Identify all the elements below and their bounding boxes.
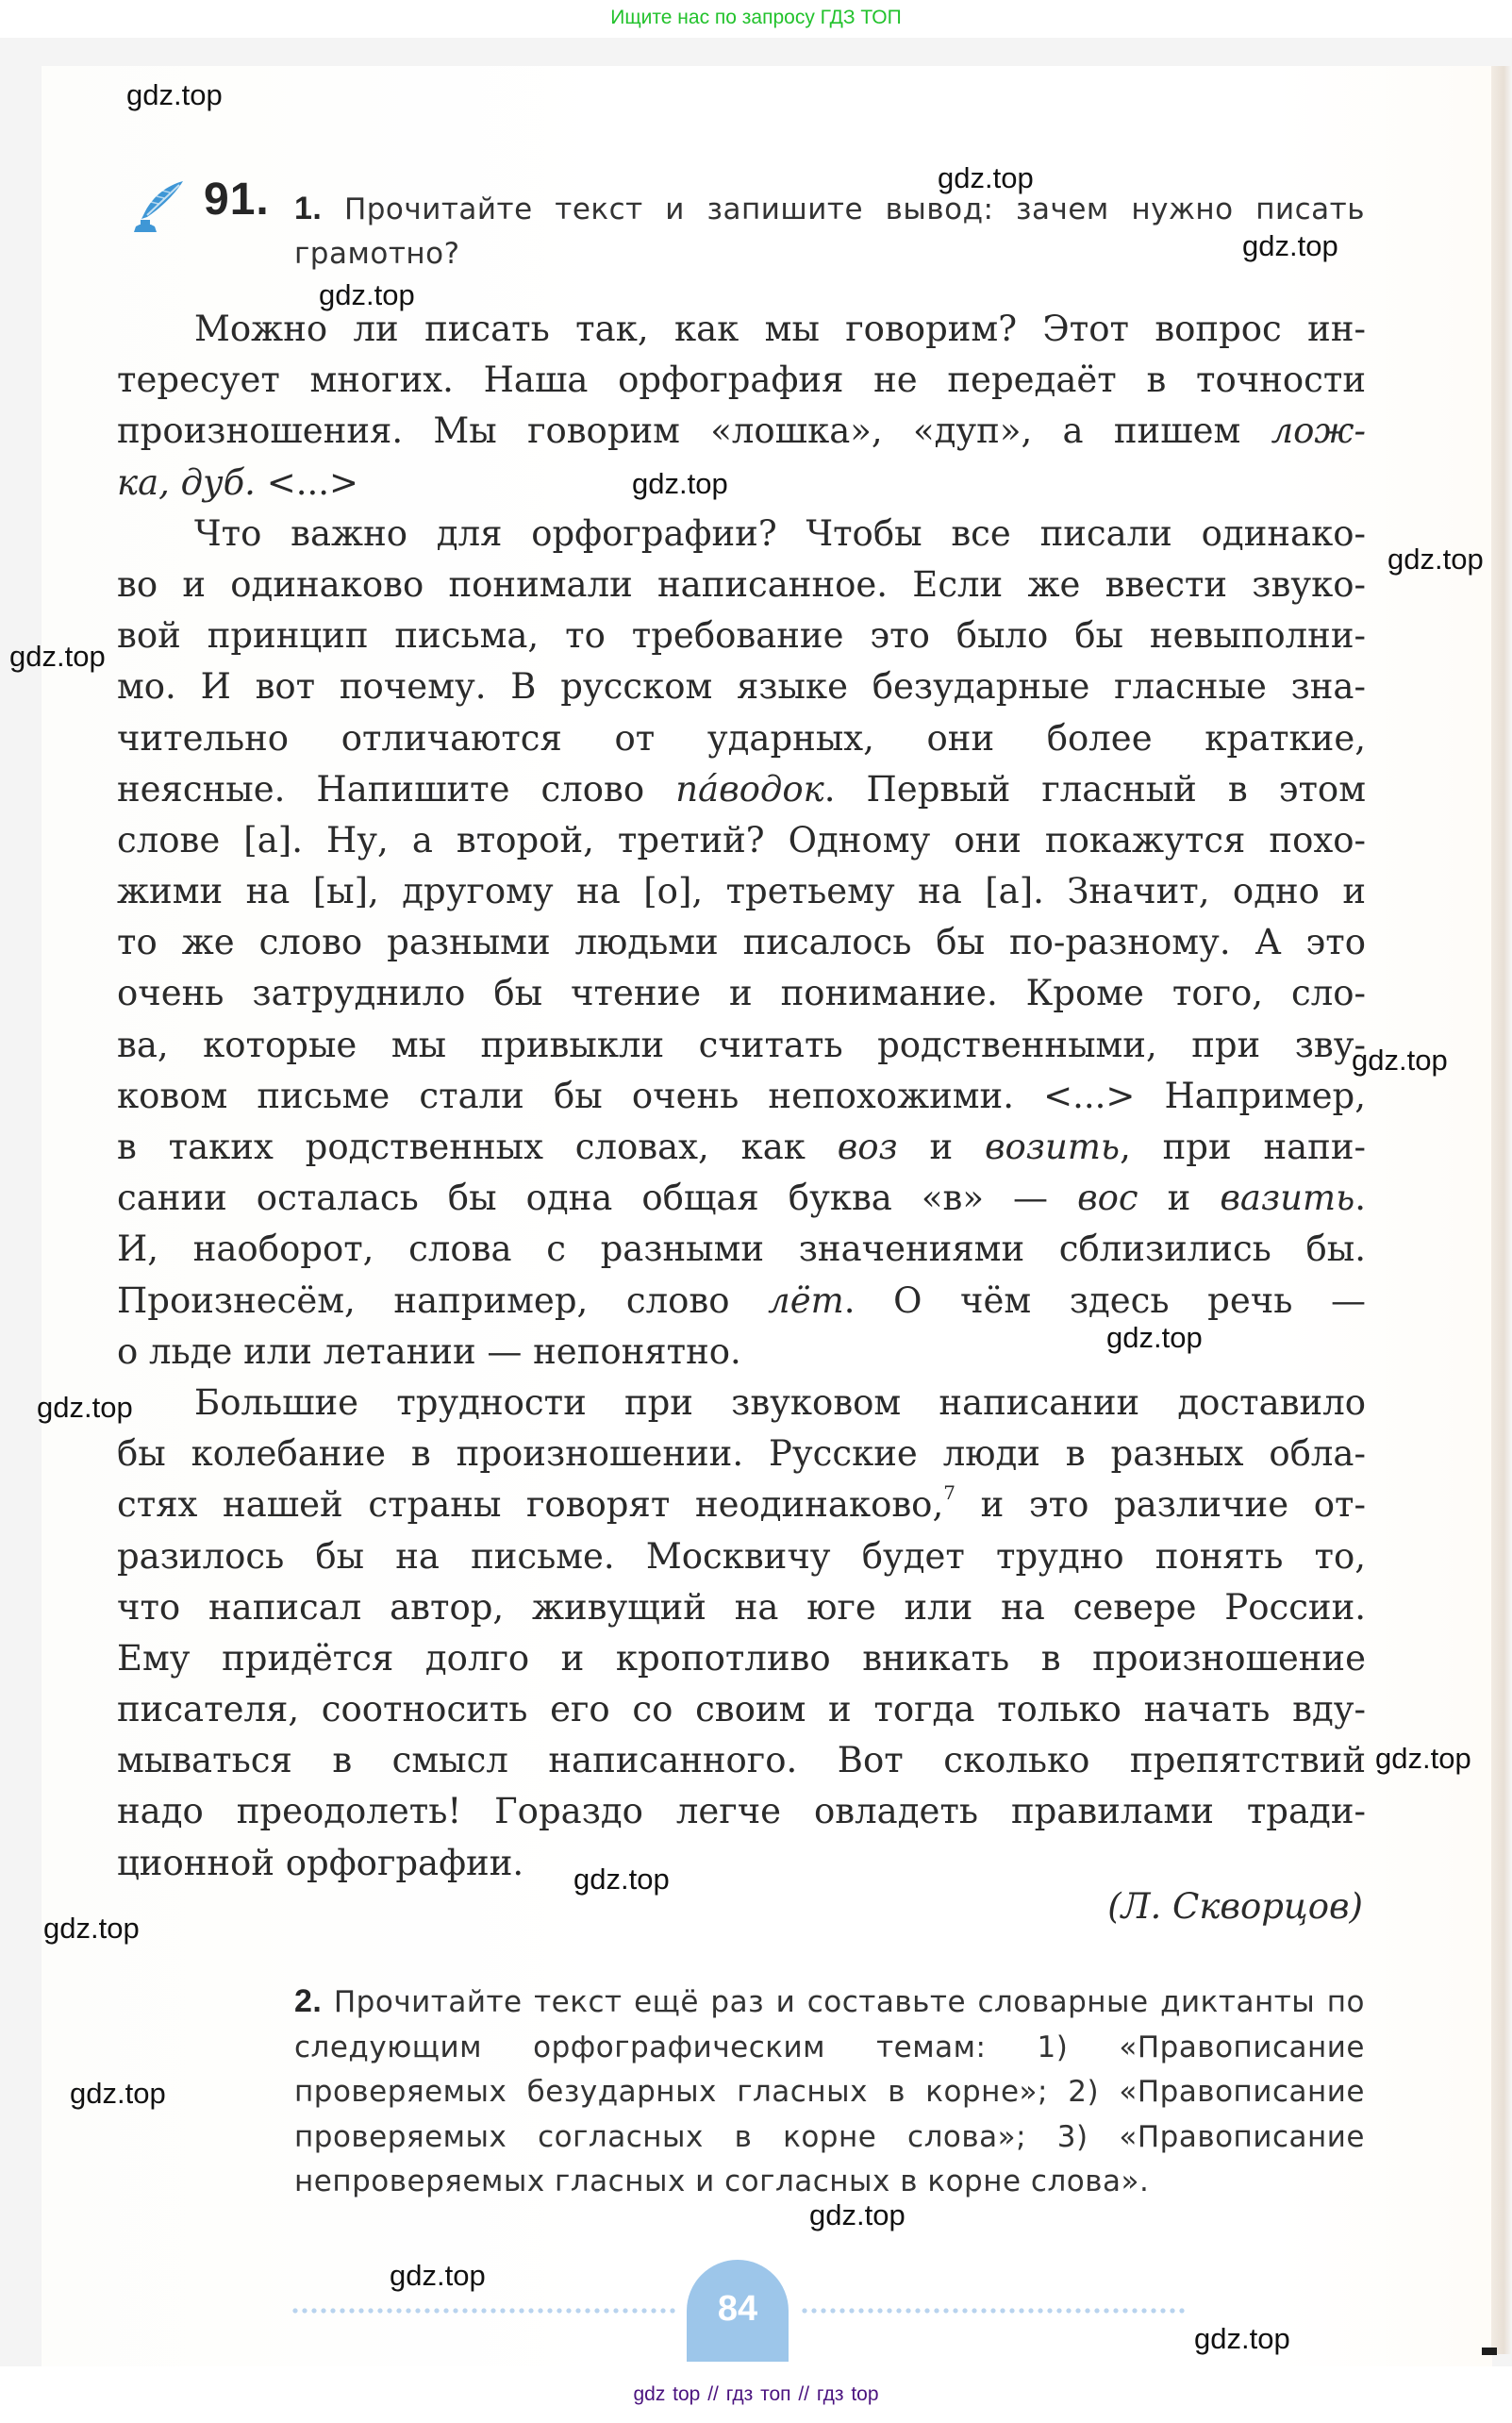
top-banner: Ищите нас по запросу ГДЗ ТОП	[0, 0, 1512, 36]
bottom-banner: gdz top // гдз топ // гдз top	[0, 2366, 1512, 2418]
footnote-marker: 7	[943, 1481, 955, 1505]
watermark-text: gdz.top	[632, 467, 728, 500]
text-line: очень затруднило бы чтение и понимание. Кроме того, сло-	[117, 973, 1366, 1014]
text-line: ка, дуб. <...>	[117, 461, 358, 503]
task-1-instruction	[294, 187, 1365, 276]
text-line: разилось бы на письме. Москвичу будет трудно понять то,	[117, 1535, 1366, 1577]
text-line: мываться в смысл написанного. Вот сколько препятствий	[117, 1740, 1366, 1781]
watermark-text: gdz.top	[390, 2259, 486, 2292]
text-line: в таких родственных словах, как воз и возить, при напи-	[117, 1127, 1366, 1167]
text-line: ционной орфографии.	[117, 1842, 524, 1883]
text-line: ковом письме стали бы очень непохожими. <...> Например,	[117, 1075, 1366, 1116]
dotted-rule-right	[800, 2307, 1187, 2314]
text-line: стях нашей страны говорят неодинаково,$^7$ и это различие от-	[117, 1481, 1366, 1526]
text-line: Большие трудности при звуковом написании доставило	[194, 1381, 1366, 1423]
task-2-number: 2.	[294, 1983, 323, 2019]
watermark-text: gdz.top	[1375, 1742, 1471, 1775]
watermark-text: gdz.top	[1106, 1321, 1203, 1354]
text-line: то же слово разными людьми писалось бы по-разному. А это	[117, 922, 1366, 963]
text-line: что написал автор, живущий на юге или на севере России.	[117, 1586, 1366, 1628]
watermark-text: gdz.top	[9, 640, 106, 673]
exercise-number: 91.	[204, 175, 270, 225]
text-line: И, наоборот, слова с разными значениями сблизились бы.	[117, 1228, 1366, 1270]
task-1-number: 1.	[294, 191, 323, 226]
watermark-text: gdz.top	[1242, 229, 1338, 262]
text-line: вой принцип письма, то требование это было бы невыполни-	[117, 615, 1366, 657]
text-line: тересует многих. Наша орфография не передаёт в точности	[117, 359, 1366, 401]
text-line: чительно отличаются от ударных, они более краткие,	[117, 717, 1366, 759]
watermark-text: gdz.top	[43, 1912, 140, 1945]
watermark-text: gdz.top	[1194, 2322, 1290, 2355]
page-number-badge: 84	[687, 2260, 789, 2362]
text-line: писателя, соотносить его со своим и тогда только начать вду-	[117, 1689, 1366, 1730]
watermark-text: gdz.top	[70, 2077, 166, 2110]
text-line: ва, которые мы привыкли считать родственными, при зву-	[117, 1024, 1366, 1065]
text-line: слове [а]. Ну, а второй, третий? Одному они покажутся похо-	[117, 819, 1366, 861]
task-2-instruction	[294, 1980, 1365, 2205]
page-edge-corner	[1482, 2348, 1497, 2355]
watermark-text: gdz.top	[573, 1863, 670, 1896]
watermark-text: gdz.top	[809, 2198, 906, 2231]
text-line: неясные. Напишите слово пáводок. Первый гласный в этом	[117, 768, 1366, 810]
page-edge-shadow	[1491, 66, 1512, 2354]
text-line: сании осталась бы одна общая буква «в» — вос и вазить.	[117, 1178, 1366, 1219]
text-author: (Л. Скворцов)	[1107, 1886, 1363, 1927]
text-line: Что важно для орфографии? Чтобы все писали одинако-	[194, 512, 1366, 554]
task-1-text: Прочитайте текст и запишите вывод: зачем нужно писать грамотно?	[294, 192, 1365, 271]
text-line: Ему придётся долго и кропотливо вникать в произношение	[117, 1637, 1366, 1679]
task-2-text: Прочитайте текст ещё раз и составьте словарные диктанты по следующим орфографическим темам: 1) «Правописание проверяемых безударных гласных в корне»; 2) «Правописание проверяемых согласных в корне слова»; 3) «Правописание непроверяемых гласных и согласных в корне слова».	[294, 1985, 1366, 2198]
watermark-text: gdz.top	[1387, 543, 1484, 576]
watermark-text: gdz.top	[319, 278, 415, 311]
watermark-text: gdz.top	[37, 1391, 133, 1424]
main-text	[117, 304, 1366, 1889]
watermark-text: gdz.top	[938, 161, 1034, 194]
text-line: во и одинаково понимали написанное. Если же ввести звуко-	[117, 563, 1366, 605]
text-line: Можно ли писать так, как мы говорим? Этот вопрос ин-	[194, 309, 1366, 349]
text-line: жими на [ы], другому на [о], третьему на [а]. Значит, одно и	[117, 871, 1366, 912]
quill-inkwell-icon	[130, 179, 187, 236]
text-line: мо. И вот почему. В русском языке безударные гласные зна-	[117, 666, 1366, 708]
text-line: произношения. Мы говорим «лошка», «дуп», а пишем лож-	[117, 410, 1366, 452]
text-line: бы колебание в произношении. Русские люди в разных обла-	[117, 1433, 1366, 1475]
text-line: Произнесём, например, слово лёт. О чём здесь речь —	[117, 1279, 1366, 1321]
text-line: надо преодолеть! Гораздо легче овладеть правилами тради-	[117, 1791, 1366, 1832]
dotted-rule-left	[291, 2307, 677, 2314]
watermark-text: gdz.top	[126, 78, 223, 111]
watermark-text: gdz.top	[1352, 1044, 1448, 1077]
text-line: о льде или летании — непонятно.	[117, 1330, 741, 1372]
